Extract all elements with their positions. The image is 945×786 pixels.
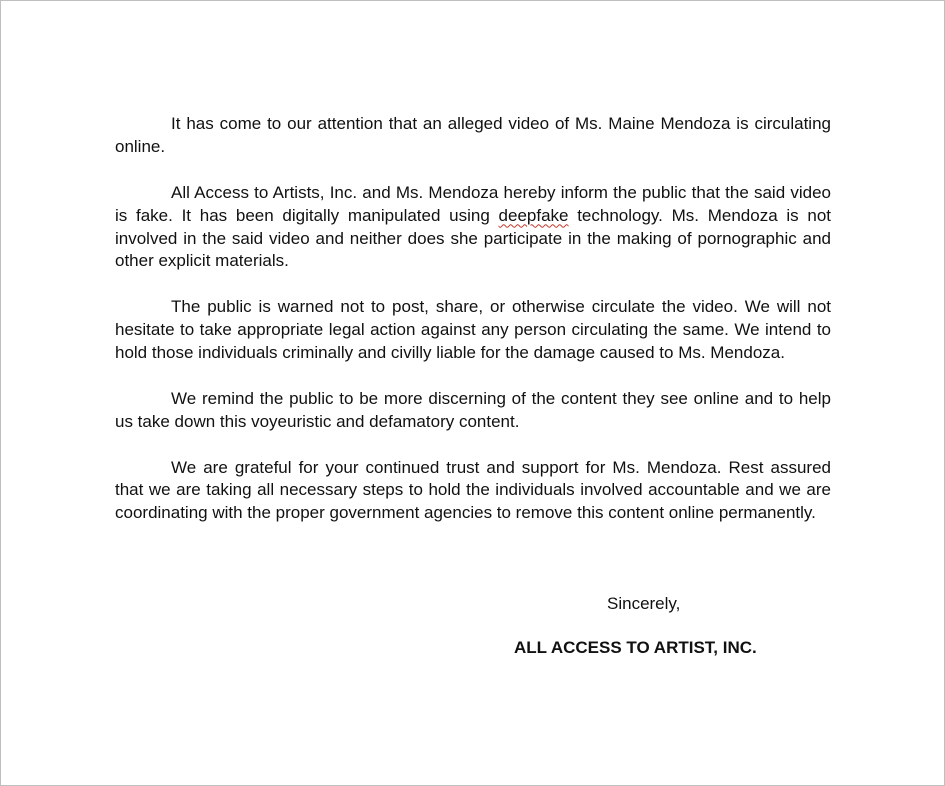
- letter-body: [115, 113, 831, 548]
- paragraph-attention: It has come to our attention that an alleged video of Ms. Maine Mendoza is circulating online.: [115, 114, 831, 156]
- paragraph-warning: The public is warned not to post, share, or otherwise circulate the video. We will not hesitate to take appropriate legal action against any person circulating the same. We intend to hold those individuals criminally and civilly liable for the damage caused to Ms. Mendoza.: [115, 297, 831, 363]
- paragraph-reminder: We remind the public to be more discerning of the content they see online and to help us take down this voyeuristic and defamatory content.: [115, 388, 831, 431]
- spellcheck-flagged-word[interactable]: deepfake: [498, 205, 569, 225]
- paragraph-statement: [115, 182, 831, 274]
- closing-salutation: Sincerely,: [607, 594, 681, 613]
- paragraph-statement-text-end: technology. Ms. Mendoza is not involved in the said video and neither does she participate in the making of pornographic and other explicit materials.: [115, 205, 831, 271]
- signatory-company: ALL ACCESS TO ARTIST, INC.: [514, 638, 757, 657]
- paragraph-statement-text-start: All Access to Artists, Inc. and Ms. Mendoza hereby inform the public that the said video is fake. It has been digitally manipulated using: [115, 182, 831, 225]
- paragraph-gratitude: We are grateful for your continued trust and support for Ms. Mendoza. Rest assured that we are taking all necessary steps to hold the individuals involved accountable and we are coordinating with the proper government agencies to remove this content online permanently.: [115, 457, 831, 523]
